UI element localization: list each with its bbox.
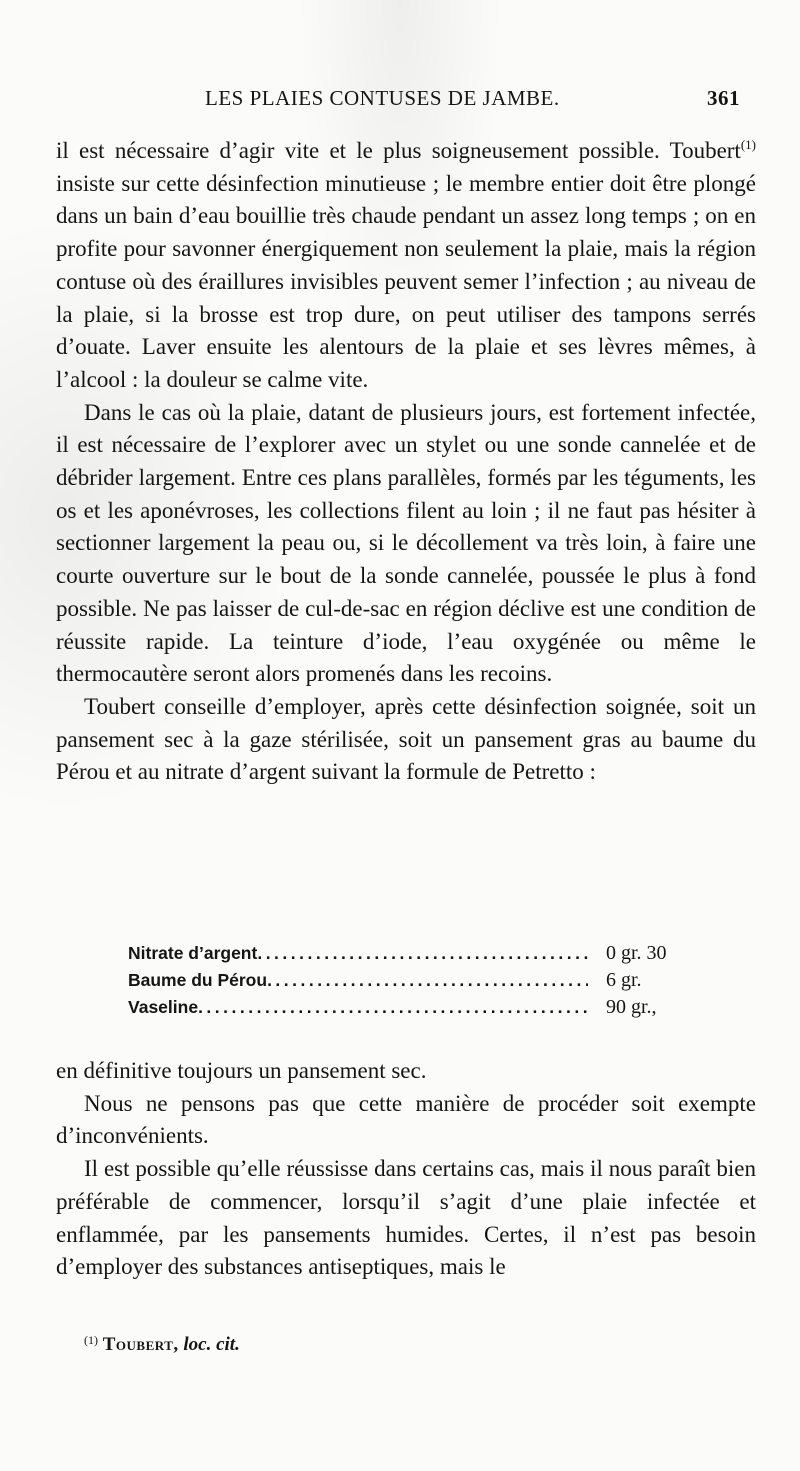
paragraph-6: Il est possible qu’elle réussisse dans certains cas, mais il nous paraît bien préférable de commencer, lorsqu’il s’agit d’une plaie infectée et enflammée, par les pansements humides. Certes, il n’est pas besoin d’employer des substances antiseptiques, mais le bbox=[56, 1156, 756, 1280]
footnote-mark: (1) bbox=[84, 1333, 98, 1347]
ingredient-name: Vaseline bbox=[128, 997, 199, 1017]
running-header bbox=[205, 86, 740, 116]
running-title: LES PLAIES CONTUSES DE JAMBE. bbox=[205, 86, 560, 110]
body-text-lower bbox=[56, 1055, 756, 1284]
footnote-citation: loc. cit. bbox=[183, 1334, 240, 1355]
ingredient-amount: 6 gr. bbox=[606, 969, 642, 991]
body-text-upper bbox=[56, 135, 756, 789]
paragraph-3: Toubert conseille d’employer, après cette désinfection soignée, soit un pansement sec à la gaze stérilisée, soit un pansement gras au baume du Pérou et au nitrate d’argent suivant la formule de Petretto : bbox=[56, 693, 756, 785]
dot-leader bbox=[257, 940, 588, 967]
ingredient-amount: 0 gr. 30 bbox=[606, 942, 667, 964]
page-number: 361 bbox=[707, 86, 740, 110]
formula-row bbox=[128, 967, 688, 994]
footnote-author: Toubert, bbox=[102, 1334, 179, 1355]
paragraph-4: en définitive toujours un pansement sec. bbox=[56, 1058, 427, 1083]
footnote-reference: (1) bbox=[740, 137, 756, 152]
ingredient-name: Baume du Pérou bbox=[128, 970, 268, 990]
paragraph-2: Dans le cas où la plaie, datant de plusieurs jours, est fortement infectée, il est nécessaire de l’explorer avec un stylet ou une sonde cannelée et de débrider largement. Entre ces plans parallèles, formés par les téguments, les os et les aponévroses, les collections filent au loin ; il ne faut pas hésiter à sectionner largement la peau ou, si le décollement va très loin, à faire une courte ouverture sur le bout de la sonde cannelée, poussée le plus à fond possible. Ne pas laisser de cul-de-sac en région déclive est une condition de réussite rapide. La teinture d’iode, l’eau oxygénée ou même le thermocautère seront alors promenés dans les recoins. bbox=[56, 399, 756, 687]
dot-leader bbox=[198, 994, 588, 1021]
paragraph-1-start: il est nécessaire d’agir vite et le plus soigneusement possible. Toubert bbox=[56, 138, 741, 163]
ingredient-name: Nitrate d’argent bbox=[128, 943, 258, 963]
formula-row bbox=[128, 940, 688, 967]
dot-leader bbox=[267, 967, 588, 994]
footnote bbox=[84, 1333, 240, 1356]
formula-row bbox=[128, 994, 688, 1021]
paragraph-1-rest: insiste sur cette désinfection minutieuse ; le membre entier doit être plongé dans un bain d’eau bouillie très chaude pendant un assez long temps ; on en profite pour savonner énergiquement non seulement la plaie, mais la région contuse où des éraillures invisibles peuvent semer l’infection ; au niveau de la plaie, si la brosse est trop dure, on peut utiliser des tampons serrés d’ouate. Laver ensuite les alentours de la plaie et ses lèvres mêmes, à l’alcool : la douleur se calme vite. bbox=[56, 170, 756, 392]
paragraph-5: Nous ne pensons pas que cette manière de procéder soit exempte d’inconvénients. bbox=[56, 1090, 756, 1149]
paragraph-1 bbox=[56, 135, 756, 397]
ingredient-amount: 90 gr., bbox=[606, 996, 657, 1018]
prescription-formula bbox=[128, 940, 688, 1021]
